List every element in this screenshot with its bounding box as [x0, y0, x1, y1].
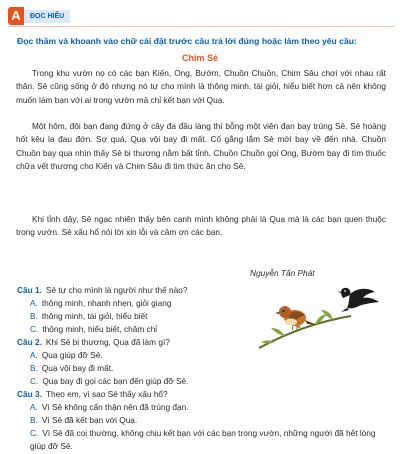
option-text: Vì Sẻ đã kết bạn với Quạ.: [41, 415, 138, 425]
question-2: [17, 336, 170, 349]
question-text: Khi Sẻ bị thương, Quạ đã làm gì?: [45, 337, 170, 347]
story-paragraph: Trong khu vườn nọ có các bạn Kiến, Ong, Bướm, Chuồn Chuồn, Chim Sâu chơi với nhau rất thân. Sẻ cũng sống ở đó nhưng nó tự cho mình là thông minh, tài giỏi, hiểu biết hơn cả nên không muốn làm bạn với ai trong vườn mà chỉ kết bạn với Quạ.: [16, 68, 386, 105]
question-text: Theo em, vì sao Sẻ thấy xấu hổ?: [45, 389, 168, 399]
question-label: Câu 3.: [17, 389, 42, 399]
option-key[interactable]: C.: [30, 376, 39, 386]
answer-option[interactable]: [30, 297, 171, 310]
story-title: Chim Sẻ: [181, 53, 218, 63]
option-text: thông minh, nhanh nhẹn, giỏi giang: [41, 298, 172, 308]
answer-option[interactable]: [30, 323, 157, 336]
option-text: Quạ bay đi gọi các bạn đến giúp đỡ Sẻ.: [42, 376, 189, 386]
section-title: ĐỌC HIỂU: [24, 10, 70, 23]
crow-icon: [337, 288, 379, 312]
answer-option[interactable]: [30, 375, 188, 388]
option-key[interactable]: C.: [30, 324, 39, 334]
question-text: Sẻ tự cho mình là người như thế nào?: [45, 285, 188, 295]
option-text: thông minh, tài giỏi, hiểu biết: [41, 311, 148, 321]
option-text: thông minh, hiểu biết, chăm chỉ: [42, 324, 158, 334]
option-text: Vì Sẻ đã coi thường, không chịu kết bạn với các bạn trong vườn, những người đã hết lòng giúp đỡ Sẻ.: [30, 428, 376, 452]
answer-option[interactable]: [30, 362, 113, 375]
section-divider: [8, 26, 394, 27]
answer-option[interactable]: [30, 349, 103, 362]
question-3: [17, 388, 168, 401]
section-letter-badge: A: [8, 7, 24, 25]
story-paragraph: Khi tỉnh dậy, Sẻ ngạc nhiên thấy bên cạnh mình không phải là Quạ mà là các bạn quen thuộc trong vườn. Sẻ xấu hổ nói lời xin lỗi và cảm ơn các bạn.: [16, 214, 386, 238]
option-text: Quạ vội bay đi mất.: [41, 363, 114, 373]
option-text: Quạ giúp đỡ Sẻ.: [41, 350, 103, 360]
option-key[interactable]: C.: [30, 428, 39, 438]
option-key[interactable]: B.: [30, 311, 38, 321]
option-key[interactable]: A.: [30, 298, 38, 308]
story-paragraph: Một hôm, đôi bạn đang đứng ở cây đa đầu làng thì bỗng một viên đạn bay trúng Sẻ. Sẻ hoảng hốt kêu la đau đớn. Sợ quá, Quạ vội bay đi mất. Cố gắng lắm Sẻ mới bay về đến nhà. Chuồn Chuồn bay qua nhìn thấy Sẻ bị thương nằm bất tỉnh. Chuồn Chuồn gọi Ong, Bướm bay đi tìm thuốc chữa vết thương cho Kiến và Chim Sâu đi tìm thức ăn cho Sẻ.: [16, 121, 386, 171]
answer-option[interactable]: [30, 310, 147, 323]
option-key[interactable]: B.: [30, 415, 38, 425]
question-label: Câu 1.: [17, 285, 42, 295]
answer-option[interactable]: [30, 414, 137, 427]
option-key[interactable]: B.: [30, 363, 38, 373]
question-1: [17, 284, 187, 297]
story-author: Nguyễn Tấn Phát: [250, 268, 315, 278]
option-key[interactable]: A.: [30, 402, 38, 412]
section-header: [8, 7, 394, 27]
option-text: Vì Sẻ không cẩn thận nên đã trúng đạn.: [41, 402, 189, 412]
instruction-text: Đọc thầm và khoanh vào chữ cái đặt trước câu trả lời đúng hoặc làm theo yêu cầu:: [17, 36, 357, 46]
crow-and-sparrow-illustration: [255, 282, 395, 352]
question-label: Câu 2.: [17, 337, 42, 347]
answer-option[interactable]: [30, 401, 189, 414]
answer-option[interactable]: [30, 427, 390, 454]
option-key[interactable]: A.: [30, 350, 38, 360]
